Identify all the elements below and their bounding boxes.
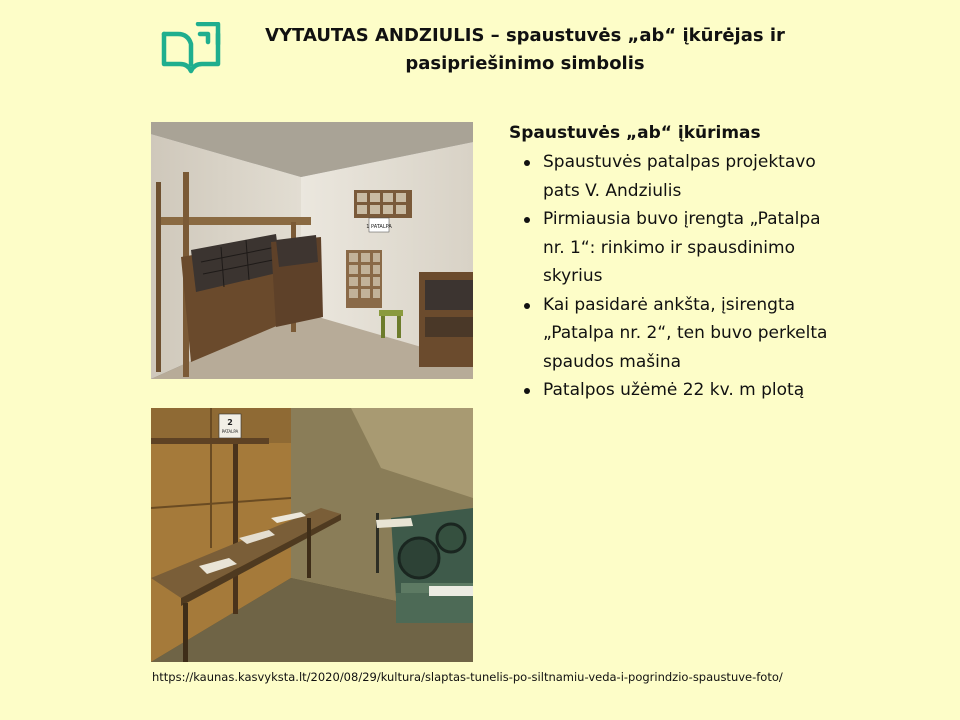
founding-section (509, 120, 829, 405)
list-item: Kai pasidarė ankšta, įsirengta „Patalpa nr. 2“, ten buvo perkelta spaudos mašina (509, 291, 829, 377)
list-item: Patalpos užėmė 22 kv. m plotą (509, 376, 829, 405)
room-2-sign-number: 2 (227, 418, 233, 427)
room-2-sign-label: PATALPA (221, 429, 239, 434)
room-1-photo (151, 122, 473, 379)
room-2-photo (151, 408, 473, 662)
open-book-icon (160, 22, 224, 74)
list-item: Pirmiausia buvo įrengta „Patalpa nr. 1“: rinkimo ir spausdinimo skyrius (509, 205, 829, 291)
list-item: Spaustuvės patalpas projektavo pats V. Andziulis (509, 148, 829, 205)
section-heading: Spaustuvės „ab“ įkūrimas (509, 123, 761, 143)
bullet-list (509, 148, 829, 405)
page-title: VYTAUTAS ANDZIULIS – spaustuvės „ab“ įkūrėjas ir pasipriešinimo simbolis (265, 25, 785, 74)
room-1-sign: 1 PATALPA (366, 224, 392, 230)
source-link[interactable]: https://kaunas.kasvyksta.lt/2020/08/29/kultura/slaptas-tunelis-po-siltnamiu-veda-i-pogrindzio-spaustuve-foto/ (152, 670, 783, 684)
